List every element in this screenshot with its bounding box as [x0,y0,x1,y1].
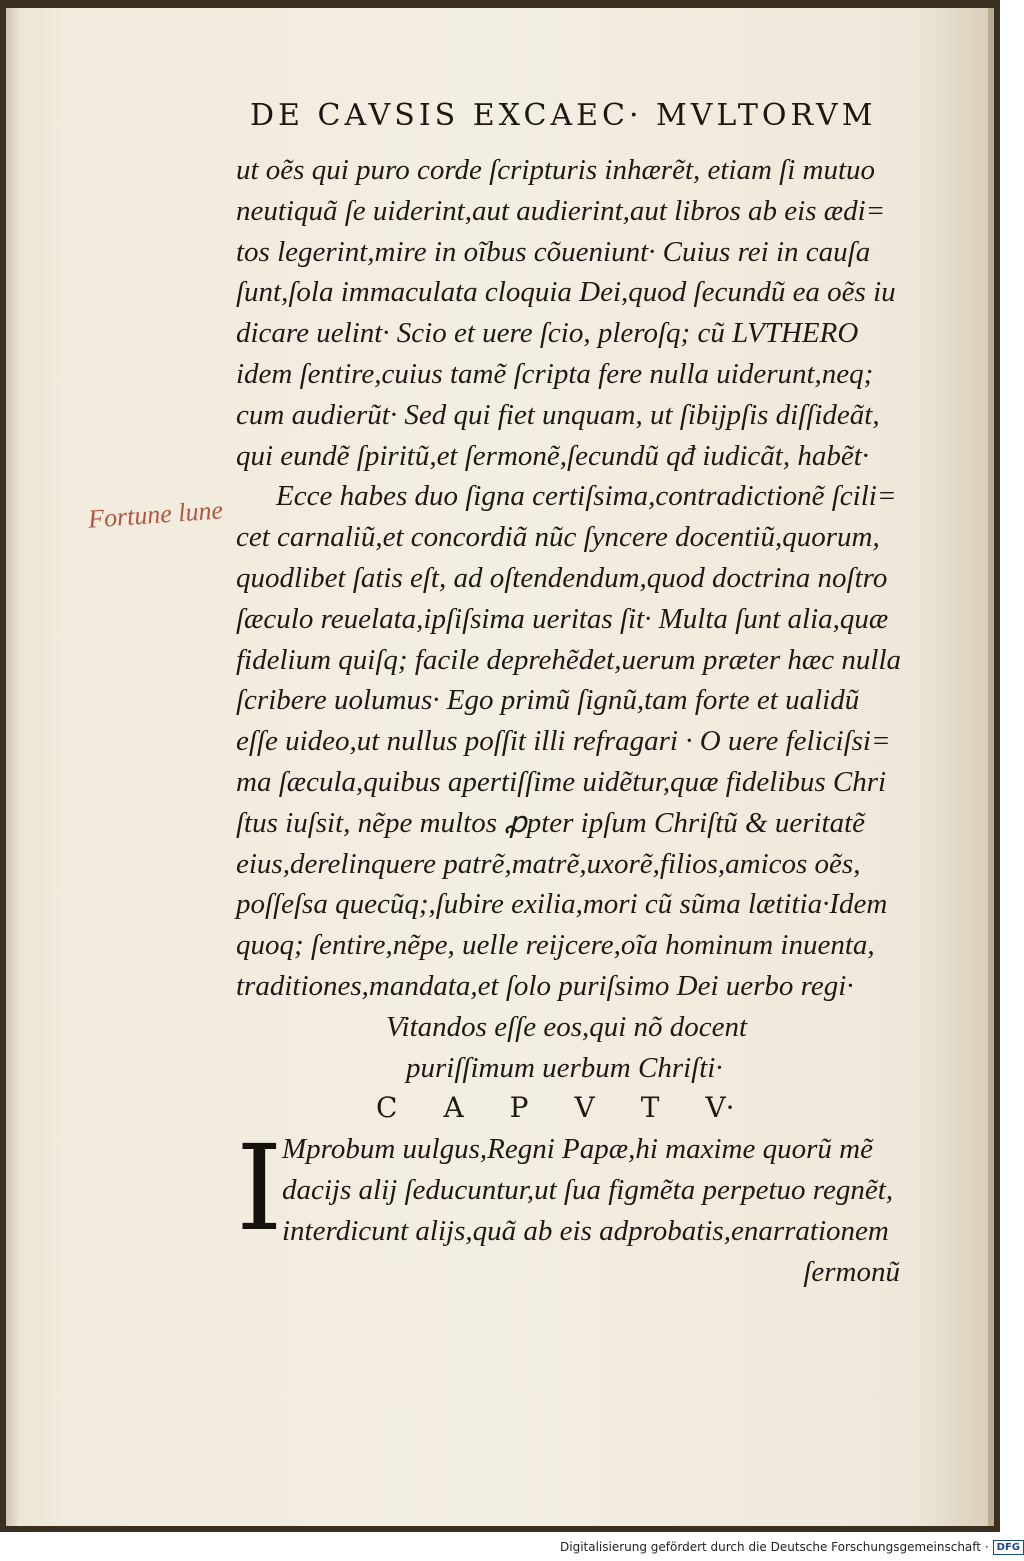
text-line: quoq; ſentire,nẽpe, uelle reijcere,oĩa hominum inuenta, [236,929,875,962]
text-line: ſtus iuſsit, nẽpe multos ꝓpter ipſum Chriſtũ & ueritatẽ [236,806,866,839]
catchword: ſermonũ [803,1255,900,1288]
text-line: Ecce habes duo ſigna certiſsima,contradictionẽ ſcili= [276,480,897,513]
digitization-footer [560,1540,1020,1558]
running-head: DE CAVSIS EXCAEC· MVLTORVM [250,98,877,133]
text-line: traditiones,mandata,et ſolo puriſsimo Dei uerbo regi· [236,969,854,1002]
text-line: fidelium quiſq; facile deprehẽdet,uerum præter hæc nulla [236,643,902,676]
chapter-heading-letter: P [509,1091,529,1125]
chapter-heading-letter: V [574,1091,595,1125]
chapter-heading-letter: A [443,1091,464,1125]
text-line: cum audierũt· Sed qui fiet unquam, ut ſibijpſis diſſideãt, [236,398,880,431]
dfg-logo-icon: DFG [993,1540,1024,1555]
text-line: Mprobum uulgus,Regni Papæ,hi maxime quorũ mẽ [282,1133,873,1166]
text-line: ma ſæcula,quibus apertiſſime uidẽtur,quæ fidelibus Chri [236,765,887,798]
chapter-heading-letter: T [640,1091,660,1125]
text-line: cet carnaliũ,et concordiã nũc ſyncere docentiũ,quorum, [236,521,880,554]
section-caption-line: puriſſimum uerbum Chriſti· [406,1051,723,1084]
text-line: ut oẽs qui puro corde ſcripturis inhærẽt, etiam ſi mutuo [236,154,876,186]
section-caption-line: Vitandos eſſe eos,qui nõ docent [386,1010,748,1043]
text-line: dacijs alij ſeducuntur,ut ſua figmẽta perpetuo regnẽt, [282,1173,894,1206]
text-line: eſſe uideo,ut nullus poſſit illi refragari · O uere feliciſsi= [236,725,891,758]
text-line: poſſeſsa quecũq;,ſubire exilia,mori cũ sũma lætitia·Idem [236,888,888,921]
footer-credit: Digitalisierung gefördert durch die Deutsche Forschungsgemeinschaft · [560,1540,989,1554]
text-line: tos legerint,mire in oĩbus cõueniunt· Cuius rei in cauſa [236,235,871,268]
text-line: ſæculo reuelata,ipſiſsima ueritas ſit· Multa ſunt alia,quæ [236,602,889,635]
text-line: dicare uelint· Scio et uere ſcio, pleroſq; cũ LVTHERO [236,317,859,350]
text-line: eius,derelinquere patrẽ,matrẽ,uxorẽ,filios,amicos oẽs, [236,847,861,880]
text-line: quodlibet ſatis eſt, ad oſtendendum,quod doctrina noſtro [236,561,888,594]
page-gutter-shadow [6,8,20,1526]
text-line: interdicunt alijs,quã ab eis adprobatis,enarrationem [282,1214,889,1247]
text-line: qui eundẽ ſpiritũ,et ſermonẽ,ſecundũ qđ iudicãt, habẽt· [236,439,870,472]
chapter-opening [236,1119,906,1258]
drop-cap-initial: I [236,1119,283,1258]
text-line: ſunt,ſola immaculata cloquia Dei,quod ſecundũ ea oẽs iu [236,276,896,309]
text-line: ſcribere uolumus· Ego primũ ſignũ,tam forte et ualidũ [236,684,860,717]
chapter-heading-letter: C [376,1091,398,1125]
text-line: neutiquã ſe uiderint,aut audierint,aut libros ab eis ædi= [236,194,886,227]
chapter-heading [236,1088,906,1129]
main-text-block [236,150,906,1292]
chapter-heading-letter: V· [705,1091,735,1125]
text-line: idem ſentire,cuius tamẽ ſcripta fere nulla uiderunt,neq; [236,357,874,390]
marginal-annotation: Fortune lune [87,495,224,534]
